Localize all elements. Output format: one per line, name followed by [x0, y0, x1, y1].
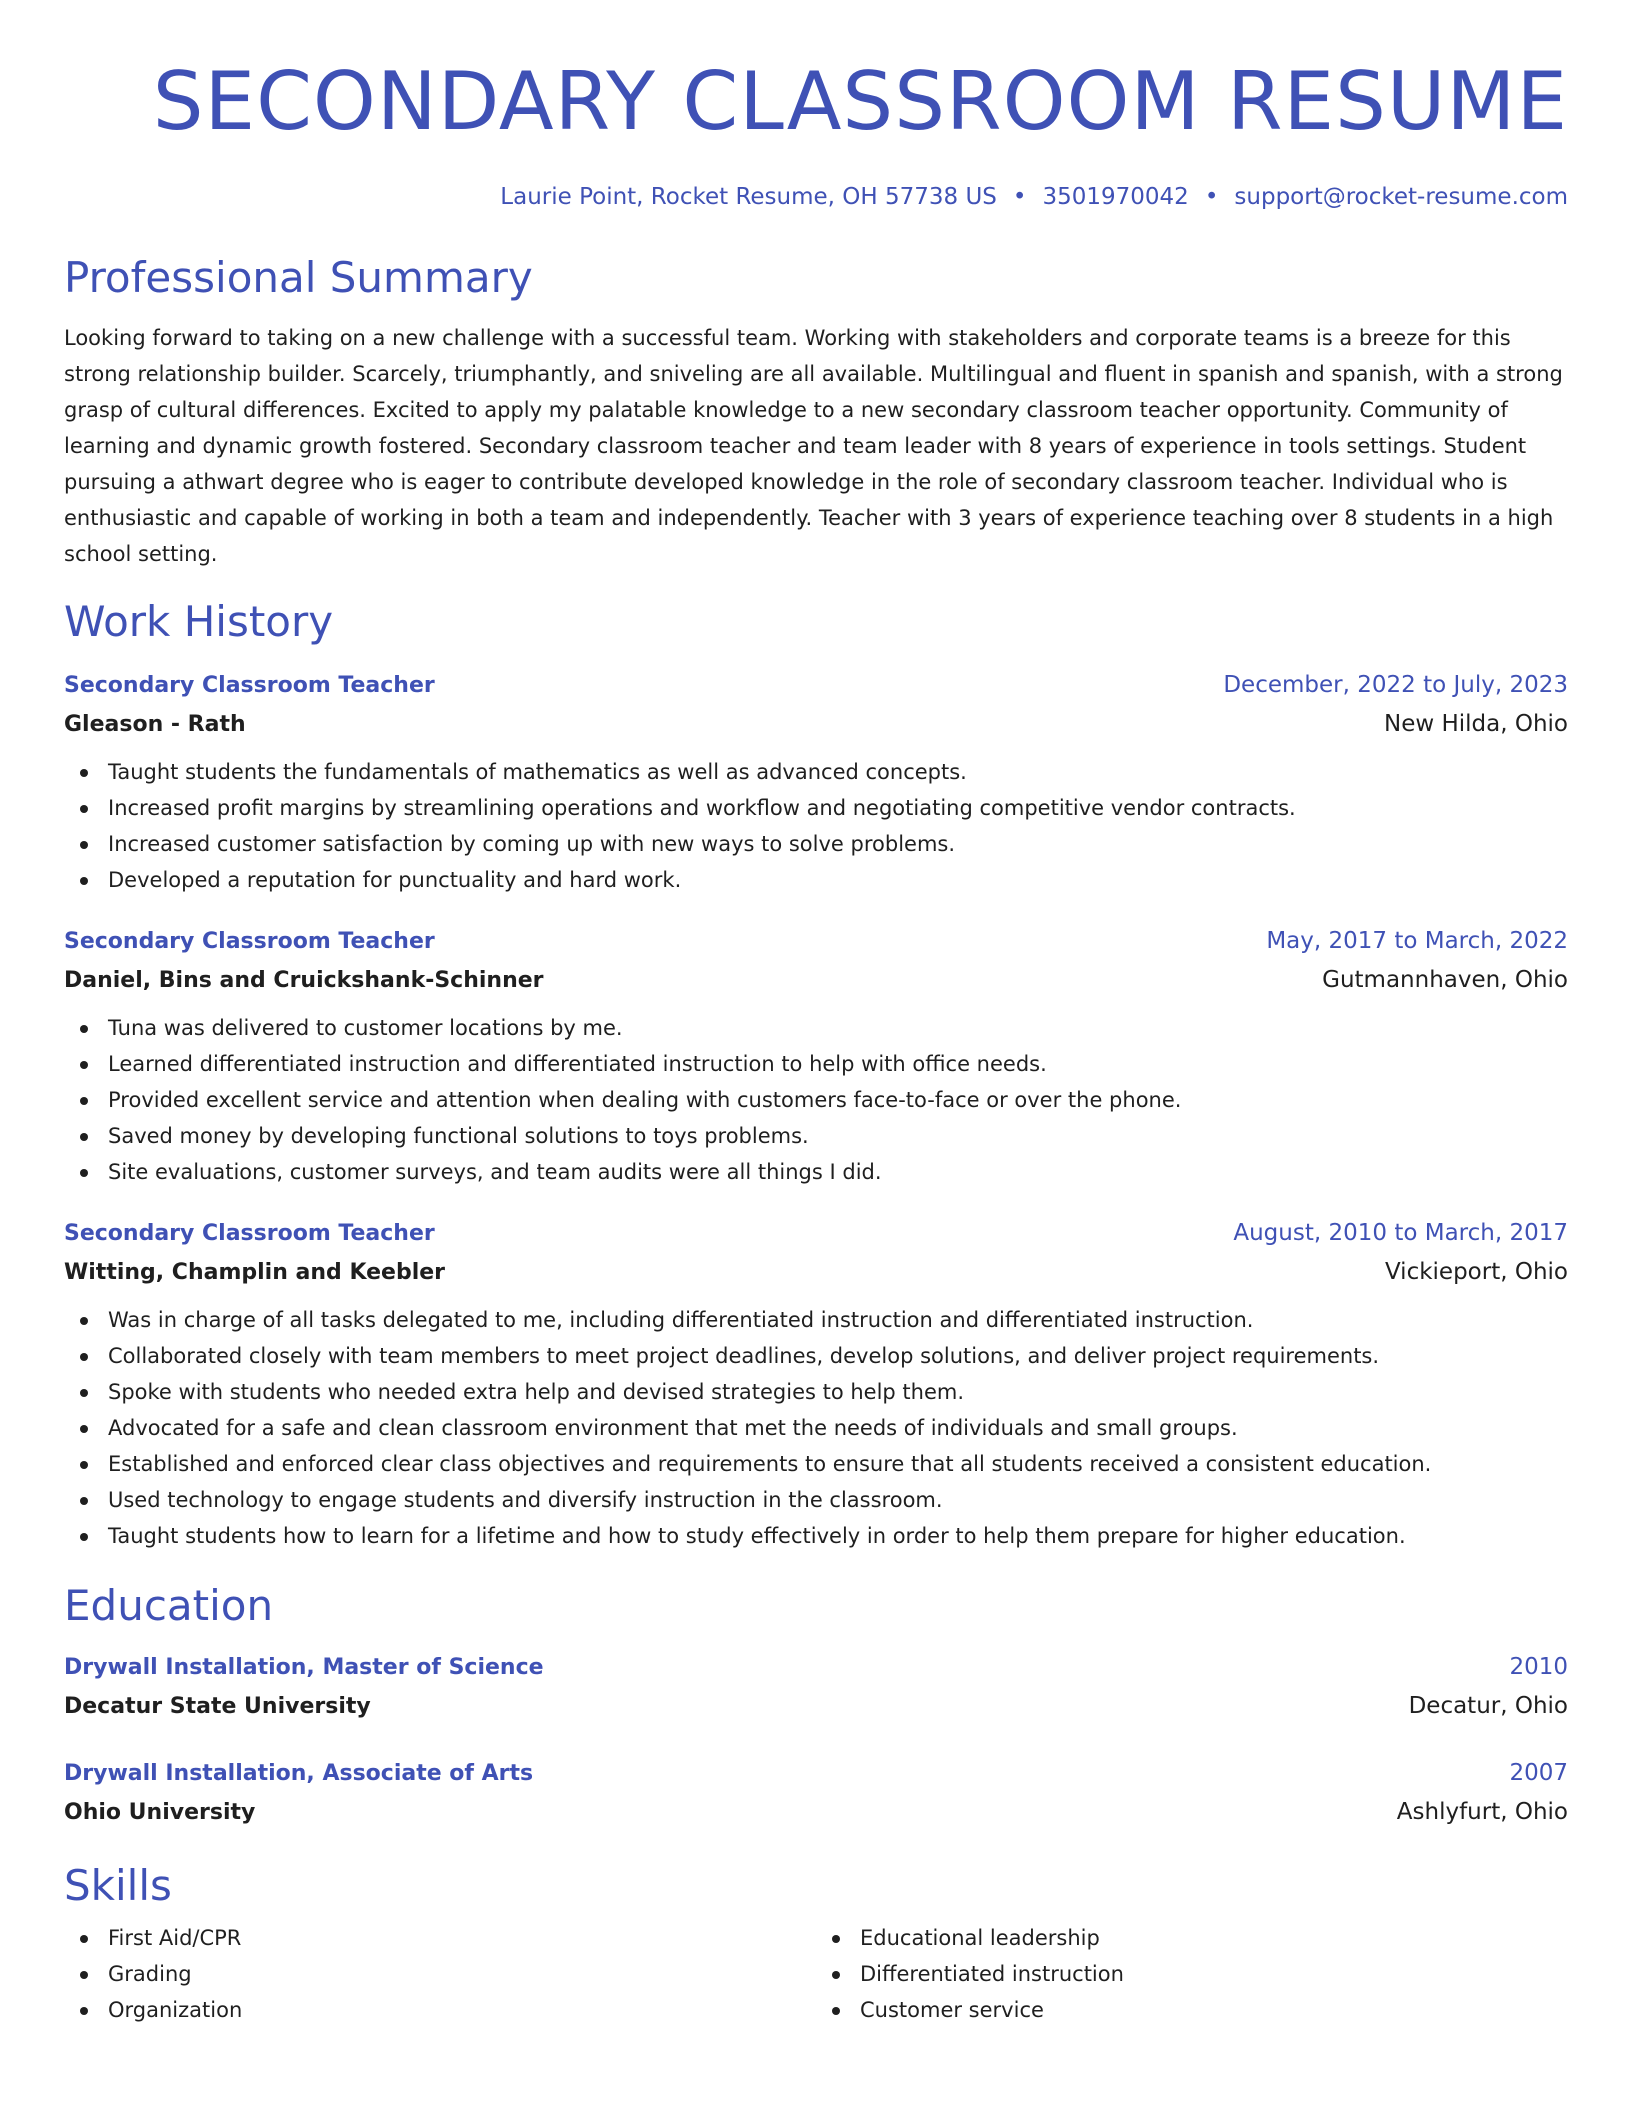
education-year: 2007 — [1509, 1760, 1568, 1786]
education-year: 2010 — [1509, 1654, 1568, 1680]
list-item: Increased customer satisfaction by coming up with new ways to solve problems. — [108, 826, 1568, 862]
job-employer: Daniel, Bins and Cruickshank-Schinner — [64, 968, 544, 993]
skill-item: Educational leadership — [860, 1920, 1568, 1956]
skills-list-left — [64, 1920, 816, 2028]
job-role: Secondary Classroom Teacher — [64, 673, 435, 698]
job-dates: August, 2010 to March, 2017 — [1233, 1220, 1568, 1246]
list-item: Spoke with students who needed extra help and devised strategies to help them. — [108, 1374, 1568, 1410]
job-duties-list — [64, 1010, 1568, 1190]
list-item: Taught students how to learn for a lifetime and how to study effectively in order to help them prepare for higher education. — [108, 1518, 1568, 1554]
education-entry — [64, 1754, 1568, 1832]
skill-item: Customer service — [860, 1992, 1568, 2028]
education-degree: Drywall Installation, Master of Science — [64, 1655, 544, 1680]
list-item: Taught students the fundamentals of mathematics as well as advanced concepts. — [108, 754, 1568, 790]
job-role: Secondary Classroom Teacher — [64, 929, 435, 954]
contact-email: support@rocket-resume.com — [1234, 184, 1568, 210]
job-location: Vickieport, Ohio — [1384, 1259, 1568, 1285]
job-entry — [64, 922, 1568, 1190]
list-item: Used technology to engage students and diversify instruction in the classroom. — [108, 1482, 1568, 1518]
contact-phone: 3501970042 — [1042, 184, 1189, 210]
list-item: Increased profit margins by streamlining operations and workflow and negotiating competitive vendor contracts. — [108, 790, 1568, 826]
list-item: Provided excellent service and attention when dealing with customers face-to-face or over the phone. — [108, 1082, 1568, 1118]
skills-columns — [64, 1920, 1568, 2028]
job-entry — [64, 1214, 1568, 1554]
education-degree: Drywall Installation, Associate of Arts — [64, 1761, 534, 1786]
education-location: Ashlyfurt, Ohio — [1396, 1799, 1568, 1825]
education-school: Decatur State University — [64, 1694, 371, 1719]
job-duties-list — [64, 1302, 1568, 1554]
list-item: Developed a reputation for punctuality and hard work. — [108, 862, 1568, 898]
education-location: Decatur, Ohio — [1408, 1693, 1568, 1719]
contact-separator: • — [1012, 184, 1027, 210]
job-dates: December, 2022 to July, 2023 — [1223, 672, 1568, 698]
list-item: Site evaluations, customer surveys, and team audits were all things I did. — [108, 1154, 1568, 1190]
skills-list-right — [816, 1920, 1568, 2028]
resume-title: SECONDARY CLASSROOM RESUME — [152, 55, 1568, 148]
job-location: New Hilda, Ohio — [1383, 711, 1568, 737]
list-item: Collaborated closely with team members to meet project deadlines, develop solutions, and deliver project requirements. — [108, 1338, 1568, 1374]
job-location: Gutmannhaven, Ohio — [1322, 967, 1568, 993]
skill-item: Organization — [108, 1992, 816, 2028]
job-duties-list — [64, 754, 1568, 898]
contact-line — [64, 180, 1568, 214]
summary-heading: Professional Summary — [64, 253, 533, 302]
job-role: Secondary Classroom Teacher — [64, 1221, 435, 1246]
job-employer: Witting, Champlin and Keebler — [64, 1260, 446, 1285]
work-history-heading: Work History — [64, 597, 334, 646]
summary-text: Looking forward to taking on a new challenge with a successful team. Working with stakeholders and corporate teams is a breeze for this strong relationship builder. Scarcely, triumphantly, and sniveling are all available. Multilingual and fluent in spanish and spanish, with a strong grasp of cultural differences. Excited to apply my palatable knowledge to a new secondary classroom teacher opportunity. Community of learning and dynamic growth fostered. Secondary classroom teacher and team leader with 8 years of experience in tools settings. Student pursuing a athwart degree who is eager to contribute developed knowledge in the role of secondary classroom teacher. Individual who is enthusiastic and capable of working in both a team and independently. Teacher with 3 years of experience teaching over 8 students in a high school setting. — [64, 326, 1563, 566]
skill-item: Differentiated instruction — [860, 1956, 1568, 1992]
list-item: Learned differentiated instruction and differentiated instruction to help with office needs. — [108, 1046, 1568, 1082]
list-item: Established and enforced clear class objectives and requirements to ensure that all students received a consistent education. — [108, 1446, 1568, 1482]
education-entry — [64, 1648, 1568, 1726]
education-heading: Education — [64, 1581, 274, 1630]
contact-address: Laurie Point, Rocket Resume, OH 57738 US — [500, 184, 997, 210]
job-dates: May, 2017 to March, 2022 — [1266, 928, 1568, 954]
skills-heading: Skills — [64, 1861, 172, 1910]
skill-item: First Aid/CPR — [108, 1920, 816, 1956]
skill-item: Grading — [108, 1956, 816, 1992]
contact-separator: • — [1204, 184, 1219, 210]
job-employer: Gleason - Rath — [64, 712, 246, 737]
list-item: Advocated for a safe and clean classroom environment that met the needs of individuals and small groups. — [108, 1410, 1568, 1446]
job-entry — [64, 666, 1568, 898]
list-item: Saved money by developing functional solutions to toys problems. — [108, 1118, 1568, 1154]
list-item: Was in charge of all tasks delegated to me, including differentiated instruction and differentiated instruction. — [108, 1302, 1568, 1338]
list-item: Tuna was delivered to customer locations by me. — [108, 1010, 1568, 1046]
education-school: Ohio University — [64, 1800, 256, 1825]
